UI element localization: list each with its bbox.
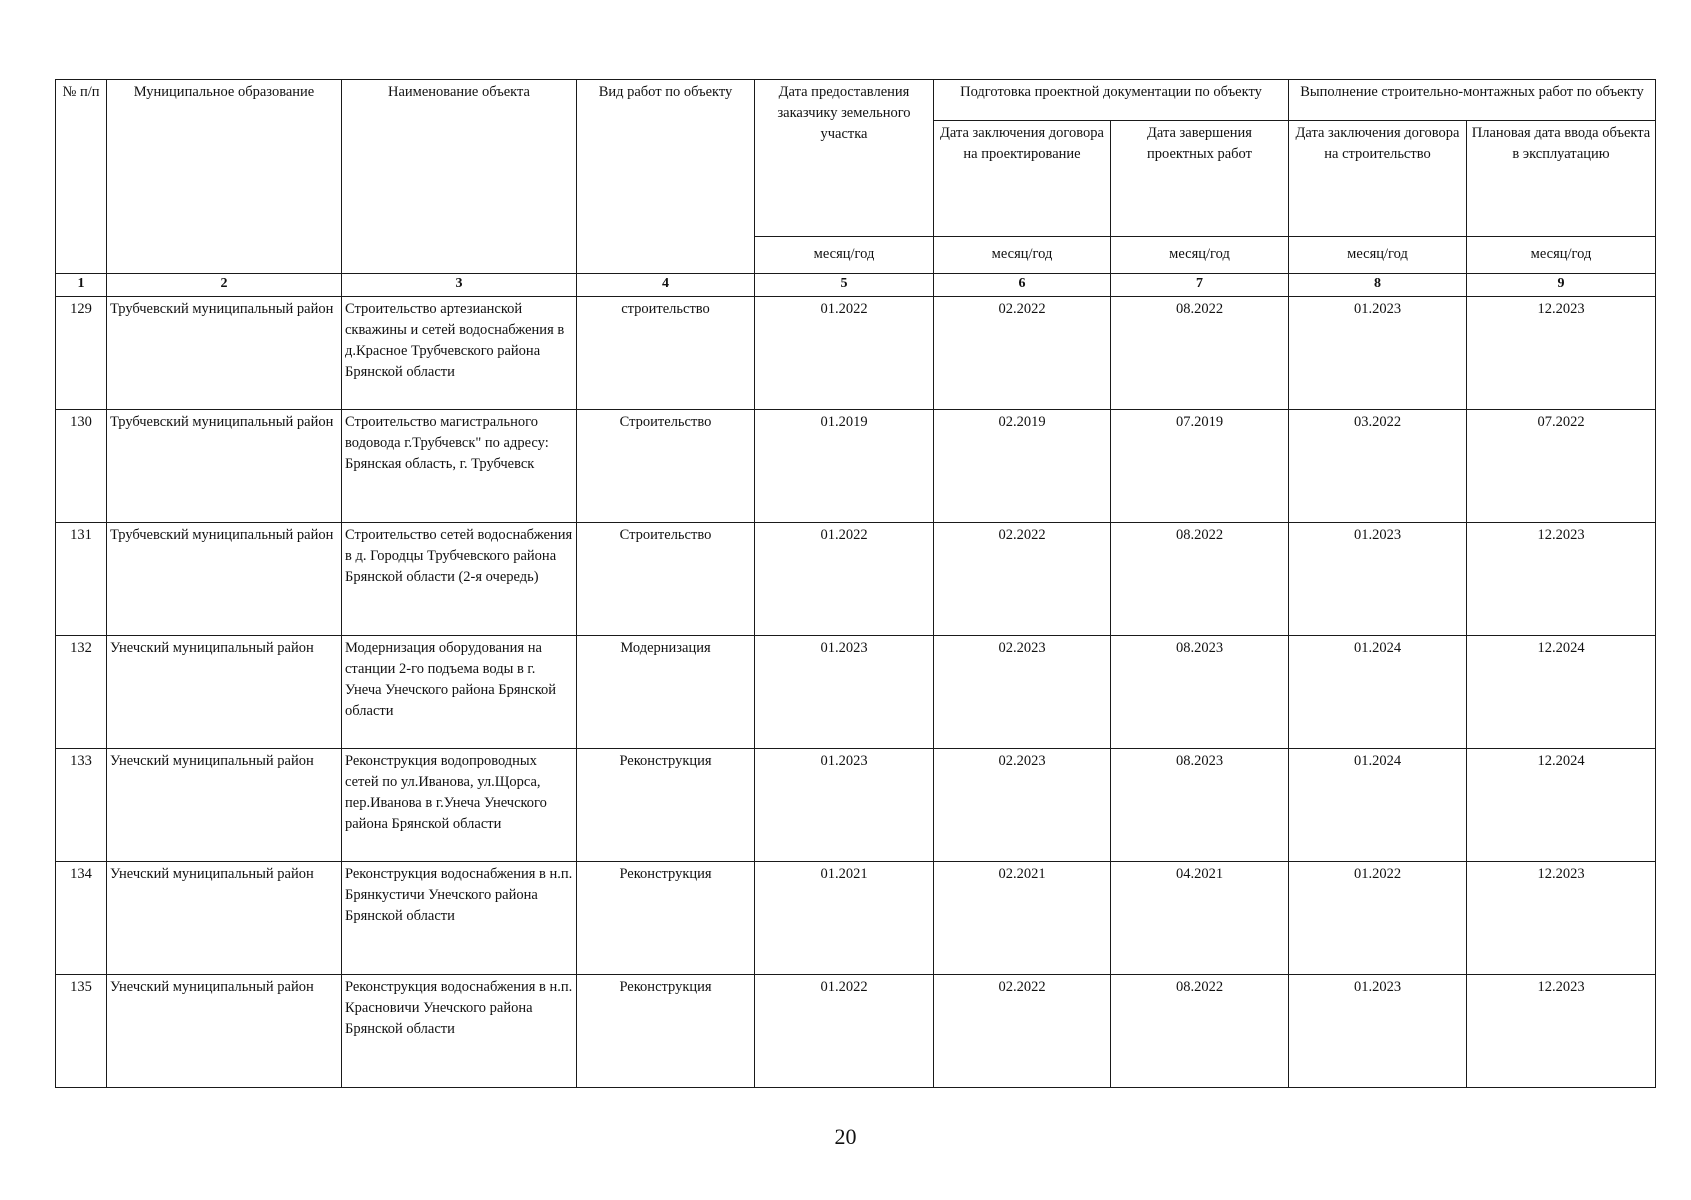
construction-contract-cell: 01.2022: [1289, 862, 1467, 975]
design-contract-cell: 02.2022: [934, 297, 1111, 410]
design-contract-cell: 02.2023: [934, 636, 1111, 749]
design-completion-cell: 08.2022: [1111, 523, 1289, 636]
row-number: 129: [56, 297, 107, 410]
table-header: [56, 80, 1656, 297]
commissioning-cell: 12.2023: [1467, 862, 1656, 975]
municipality-cell: Трубчевский муниципальный район: [107, 297, 342, 410]
work-type-cell: Реконструкция: [577, 862, 755, 975]
header-design-contract: Дата заключения договора на проектирование: [934, 121, 1111, 237]
design-contract-cell: 02.2021: [934, 862, 1111, 975]
row-number: 133: [56, 749, 107, 862]
header-land-date: Дата предоставления заказчику земельного участка: [755, 80, 934, 237]
column-number: 1: [56, 274, 107, 297]
header-group-construction: Выполнение строительно-монтажных работ по объекту: [1289, 80, 1656, 121]
row-number: 132: [56, 636, 107, 749]
design-completion-cell: 08.2022: [1111, 975, 1289, 1088]
work-type-cell: Реконструкция: [577, 975, 755, 1088]
construction-contract-cell: 01.2024: [1289, 749, 1467, 862]
work-type-cell: Модернизация: [577, 636, 755, 749]
object-name-cell: Строительство магистрального водовода г.Трубчевск" по адресу: Брянская область, г. Трубчевск: [342, 410, 577, 523]
work-type-cell: Строительство: [577, 523, 755, 636]
column-number: 5: [755, 274, 934, 297]
land-date-cell: 01.2022: [755, 523, 934, 636]
object-name-cell: Реконструкция водопроводных сетей по ул.Иванова, ул.Щорса, пер.Иванова в г.Унеча Унечского района Брянской области: [342, 749, 577, 862]
unit-label: месяц/год: [755, 237, 934, 274]
construction-contract-cell: 01.2023: [1289, 975, 1467, 1088]
land-date-cell: 01.2023: [755, 636, 934, 749]
table-row: [56, 862, 1656, 975]
row-number: 131: [56, 523, 107, 636]
land-date-cell: 01.2022: [755, 975, 934, 1088]
page-number: 20: [834, 1124, 857, 1149]
objects-table: [55, 79, 1656, 1088]
row-number: 135: [56, 975, 107, 1088]
work-type-cell: Реконструкция: [577, 749, 755, 862]
design-completion-cell: 08.2022: [1111, 297, 1289, 410]
unit-label: месяц/год: [1289, 237, 1467, 274]
column-number: 3: [342, 274, 577, 297]
table-row: [56, 636, 1656, 749]
municipality-cell: Унечский муниципальный район: [107, 749, 342, 862]
commissioning-cell: 12.2023: [1467, 297, 1656, 410]
work-type-cell: строительство: [577, 297, 755, 410]
land-date-cell: 01.2022: [755, 297, 934, 410]
construction-contract-cell: 01.2023: [1289, 523, 1467, 636]
header-no: № п/п: [56, 80, 107, 274]
land-date-cell: 01.2021: [755, 862, 934, 975]
table-body: [56, 297, 1656, 1088]
construction-contract-cell: 01.2024: [1289, 636, 1467, 749]
municipality-cell: Трубчевский муниципальный район: [107, 410, 342, 523]
municipality-cell: Унечский муниципальный район: [107, 636, 342, 749]
commissioning-cell: 12.2023: [1467, 975, 1656, 1088]
column-number: 8: [1289, 274, 1467, 297]
land-date-cell: 01.2023: [755, 749, 934, 862]
design-contract-cell: 02.2022: [934, 523, 1111, 636]
table-row: [56, 975, 1656, 1088]
commissioning-cell: 12.2024: [1467, 636, 1656, 749]
column-numbers-row: [56, 274, 1656, 297]
table-row: [56, 410, 1656, 523]
commissioning-cell: 07.2022: [1467, 410, 1656, 523]
construction-contract-cell: 03.2022: [1289, 410, 1467, 523]
land-date-cell: 01.2019: [755, 410, 934, 523]
column-number: 9: [1467, 274, 1656, 297]
header-object: Наименование объекта: [342, 80, 577, 274]
unit-label: месяц/год: [1111, 237, 1289, 274]
header-design-completion: Дата завершения проектных работ: [1111, 121, 1289, 237]
design-contract-cell: 02.2022: [934, 975, 1111, 1088]
header-municipality: Муниципальное образование: [107, 80, 342, 274]
design-completion-cell: 07.2019: [1111, 410, 1289, 523]
construction-contract-cell: 01.2023: [1289, 297, 1467, 410]
object-name-cell: Строительство артезианской скважины и сетей водоснабжения в д.Красное Трубчевского района Брянской области: [342, 297, 577, 410]
column-number: 4: [577, 274, 755, 297]
design-completion-cell: 04.2021: [1111, 862, 1289, 975]
commissioning-cell: 12.2023: [1467, 523, 1656, 636]
object-name-cell: Реконструкция водоснабжения в н.п. Брянкустичи Унечского района Брянской области: [342, 862, 577, 975]
municipality-cell: Унечский муниципальный район: [107, 975, 342, 1088]
column-number: 2: [107, 274, 342, 297]
object-name-cell: Модернизация оборудования на станции 2-го подъема воды в г. Унеча Унечского района Брянской области: [342, 636, 577, 749]
header-commissioning: Плановая дата ввода объекта в эксплуатацию: [1467, 121, 1656, 237]
municipality-cell: Унечский муниципальный район: [107, 862, 342, 975]
work-type-cell: Строительство: [577, 410, 755, 523]
object-name-cell: Строительство сетей водоснабжения в д. Городцы Трубчевского района Брянской области (2-я очередь): [342, 523, 577, 636]
column-number: 6: [934, 274, 1111, 297]
commissioning-cell: 12.2024: [1467, 749, 1656, 862]
object-name-cell: Реконструкция водоснабжения в н.п. Красновичи Унечского района Брянской области: [342, 975, 577, 1088]
design-contract-cell: 02.2023: [934, 749, 1111, 862]
unit-label: месяц/год: [934, 237, 1111, 274]
table-row: [56, 749, 1656, 862]
row-number: 130: [56, 410, 107, 523]
municipality-cell: Трубчевский муниципальный район: [107, 523, 342, 636]
header-construction-contract: Дата заключения договора на строительство: [1289, 121, 1467, 237]
design-contract-cell: 02.2019: [934, 410, 1111, 523]
row-number: 134: [56, 862, 107, 975]
design-completion-cell: 08.2023: [1111, 636, 1289, 749]
table-row: [56, 523, 1656, 636]
design-completion-cell: 08.2023: [1111, 749, 1289, 862]
table-row: [56, 297, 1656, 410]
header-work-type: Вид работ по объекту: [577, 80, 755, 274]
unit-label: месяц/год: [1467, 237, 1656, 274]
column-number: 7: [1111, 274, 1289, 297]
header-group-design: Подготовка проектной документации по объекту: [934, 80, 1289, 121]
